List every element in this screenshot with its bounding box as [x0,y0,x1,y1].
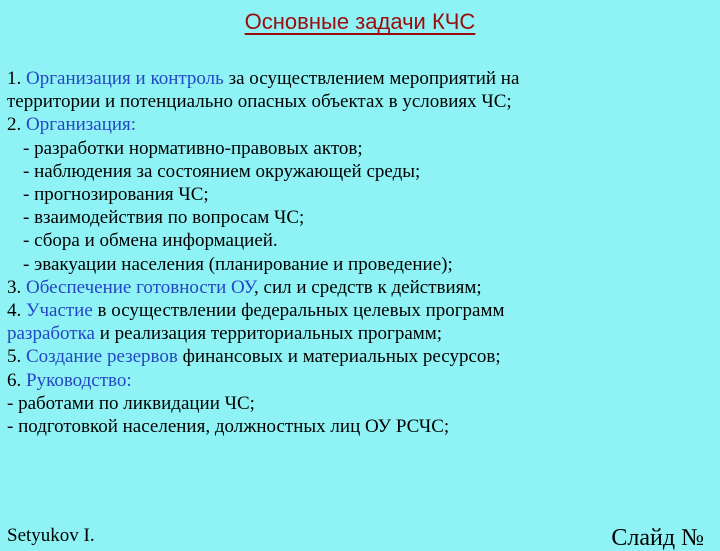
task-2-subitem: - наблюдения за состоянием окружающей среды; [23,160,421,182]
task-4-highlight-2: разработка [7,323,95,345]
task-6-subitem: - работами по ликвидации ЧС; [7,392,255,414]
slide-title: Основные задачи КЧС [244,9,476,34]
task-1-number: 1. [7,68,26,89]
task-3-line [7,276,712,299]
task-2-line [7,113,712,136]
task-6-subitem: - подготовкой населения, должностных лиц ОУ РСЧС; [7,416,450,438]
task-2-subitem: - разработки нормативно-правовых актов; [23,137,363,159]
tasks-list [7,67,712,438]
task-1-text: за осуществлением мероприятий на [223,68,520,89]
footer-author: Setyukov I. [7,525,95,546]
task-2-subitem: - прогнозирования ЧС; [23,184,209,206]
task-4-highlight: Участие [26,300,93,322]
task-4-continuation [7,322,712,345]
task-4-text: в осуществлении федеральных целевых программ [92,300,505,322]
task-5-number: 5. [7,346,26,368]
task-5-line [7,345,712,368]
task-4-text-2: и реализация территориальных программ; [94,323,443,345]
task-5-text: финансовых и материальных ресурсов; [177,346,501,368]
task-2-subitem: - взаимодействия по вопросам ЧС; [23,207,305,229]
task-6-number: 6. [7,369,26,391]
task-1-highlight: Организация и контроль [26,68,224,89]
task-6-highlight: Руководство: [26,369,132,391]
task-3-highlight: Обеспечение готовности ОУ [26,276,255,298]
task-4-number: 4. [7,300,26,322]
task-3-text: , сил и средств к действиям; [254,276,482,298]
task-2-number: 2. [7,114,26,136]
task-2-subitem: - сбора и обмена информацией. [23,230,278,252]
task-2-highlight: Организация: [26,114,137,136]
task-3-number: 3. [7,276,26,298]
task-1-continuation: территории и потенциально опасных объектах в условиях ЧС; [7,91,512,113]
footer-slide-number: Слайд № [611,525,704,551]
task-6-line [7,369,712,392]
task-1-line [7,67,712,90]
task-5-highlight: Создание резервов [26,346,178,368]
task-2-subitem: - эвакуации населения (планирование и проведение); [23,253,453,275]
task-4-line [7,299,712,322]
